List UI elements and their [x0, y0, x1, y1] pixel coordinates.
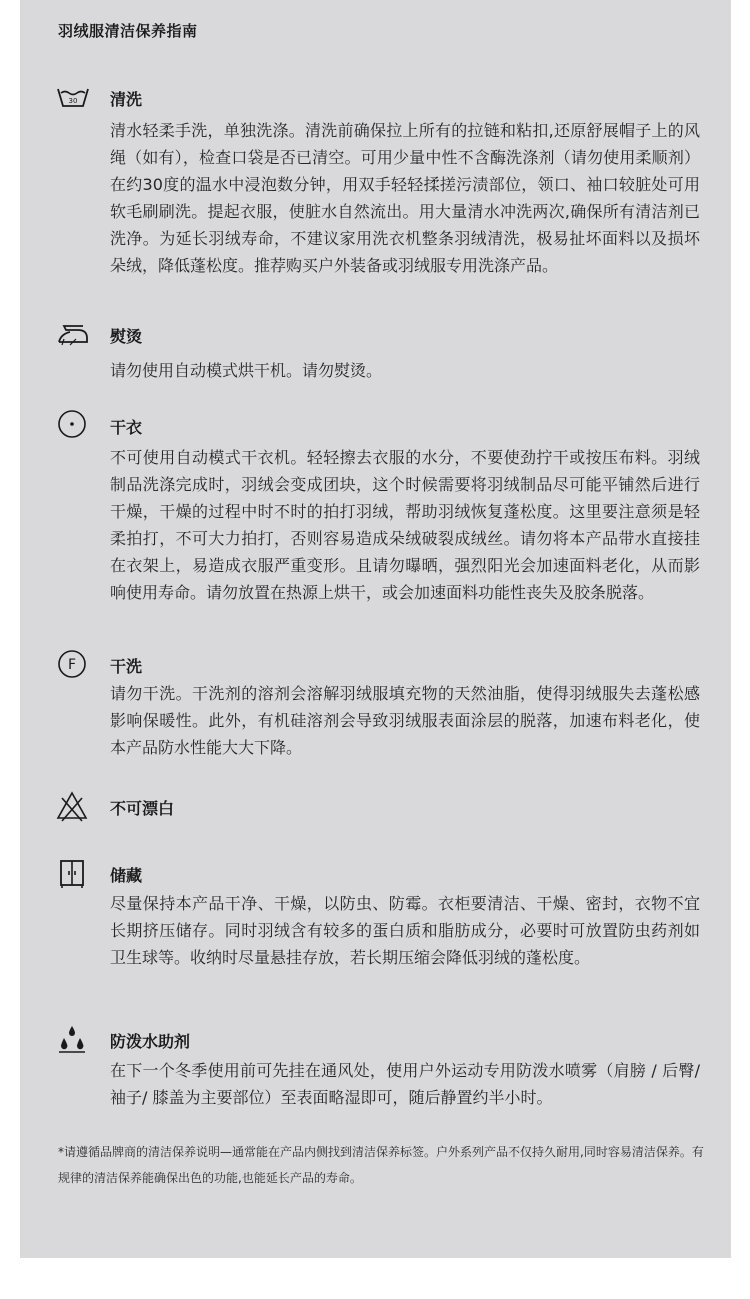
section-title: 熨烫: [110, 327, 143, 346]
section-title: 防泼水助剂: [110, 1032, 191, 1051]
section-body: 不可使用自动模式干衣机。轻轻擦去衣服的水分，不要使劲拧干或按压布料。羽绒制品洗涤完成时，羽绒会变成团块，这个时候需要将羽绒制品尽可能平铺然后进行干燥，干燥的过程中时不时的拍打羽绒，帮助羽绒恢复蓬松度。这里要注意须是轻柔拍打，不可大力拍打，否则容易造成朵绒破裂成绒丝。请勿将本产品带水直接挂在衣架上，易造成衣服严重变形。且请勿曝晒，强烈阳光会加速面料老化，从而影响使用寿命。请勿放置在热源上烘干，或会加速面料功能性丧失及胶条脱落。: [110, 448, 700, 602]
care-guide-panel: [20, 0, 731, 1258]
no-bleach-icon: [56, 790, 88, 818]
svg-text:30: 30: [68, 97, 78, 105]
section-title: 干衣: [110, 418, 143, 437]
section-body: 清水轻柔手洗，单独洗涤。清洗前确保拉上所有的拉链和粘扣,还原舒展帽子上的风绳（如有），检查口袋是否已清空。可用少量中性不含酶洗涤剂（请勿使用柔顺剂）在约30度的温水中浸泡数分钟，用双手轻轻揉搓污渍部位，领口、袖口较脏处可用软毛刷刷洗。提起衣服，使脏水自然流出。用大量清水冲洗两次,确保所有清洁剂已洗净。为延长羽绒寿命，不建议家用洗衣机整条羽绒清洗，极易扯坏面料以及损坏朵绒，降低蓬松度。推荐购买户外装备或羽绒服专用洗涤产品。: [110, 121, 700, 275]
svg-text:F: F: [67, 657, 77, 673]
dry-clean-f-icon: [56, 648, 88, 676]
section-title: 清洗: [110, 90, 143, 109]
page-title: 羽绒服清洁保养指南: [58, 22, 198, 40]
footnote: *请遵循品牌商的清洁保养说明—通常能在产品内侧找到清洁保养标签。户外系列产品不仅持久耐用,同时容易清洁保养。有规律的清洁保养能确保出色的功能,也能延长产品的寿命。: [58, 1145, 704, 1185]
section-title: 储藏: [110, 866, 143, 885]
section-body: 尽量保持本产品干净、干燥，以防虫、防霉。衣柜要清洁、干燥、密封，衣物不宜长期挤压储存。同时羽绒含有较多的蛋白质和脂肪成分，必要时可放置防虫药剂如卫生球等。收纳时尽量悬挂存放，若长期压缩会降低羽绒的蓬松度。: [110, 894, 700, 967]
section-title: 干洗: [110, 657, 143, 676]
wardrobe-icon: [56, 858, 88, 886]
water-drops-icon: [56, 1024, 88, 1052]
tumble-dry-icon: [56, 408, 88, 436]
section-body: 在下一个冬季使用前可先挂在通风处，使用户外运动专用防泼水喷雾（肩膀 / 后臀/袖子/ 膝盖为主要部位）至表面略湿即可，随后静置约半小时。: [110, 1061, 700, 1107]
section-body: 请勿干洗。干洗剂的溶剂会溶解羽绒服填充物的天然油脂，使得羽绒服失去蓬松感影响保暖性。此外，有机硅溶剂会导致羽绒服表面涂层的脱落，加速布料老化，使本产品防水性能大大下降。: [110, 684, 700, 757]
wash-30-icon: [56, 84, 88, 112]
section-title: 不可漂白: [110, 799, 175, 818]
section-body: 请勿使用自动模式烘干机。请勿熨烫。: [110, 361, 383, 380]
iron-icon: [56, 322, 88, 350]
